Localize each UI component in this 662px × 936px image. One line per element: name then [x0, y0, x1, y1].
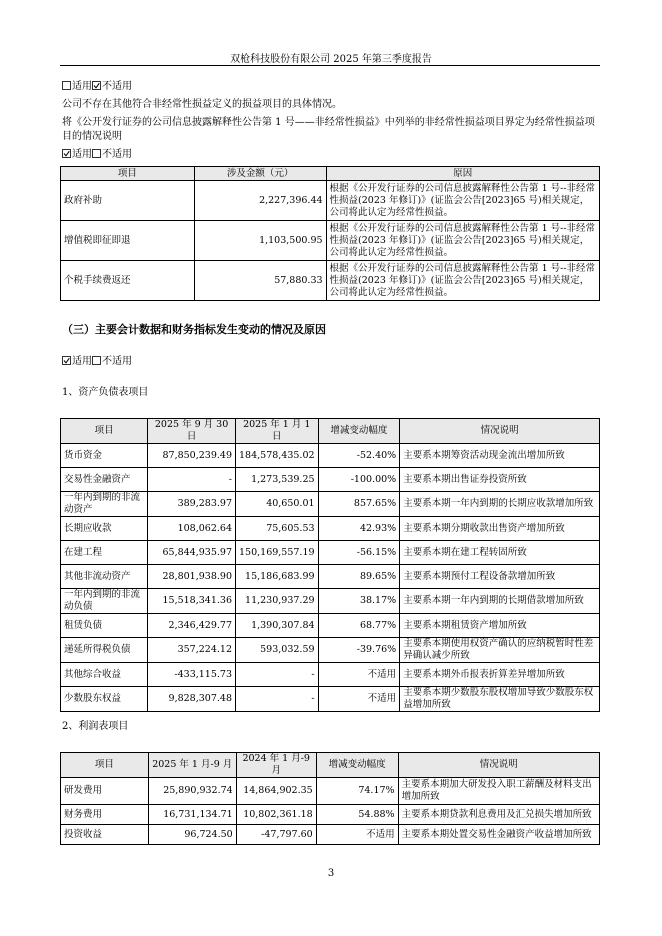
- table2-cell-change: 42.93%: [318, 517, 400, 541]
- table-row: [61, 261, 600, 301]
- table3-cell-v2: 10,802,361.18: [236, 805, 316, 825]
- table-row: [61, 444, 600, 468]
- table2-cell-note: 主要系本期在建工程转固所致: [400, 541, 600, 565]
- table3-header-period1: 2025 年 1 月-9 月: [148, 753, 236, 778]
- table2-cell-item: 交易性金融资产: [61, 468, 148, 492]
- table2-header-change: 增减变动幅度: [318, 419, 400, 444]
- table2-cell-note: 主要系本期少数股东股权增加导致少数股东权益增加所致: [400, 687, 600, 712]
- table2-cell-v2: 15,186,683.99: [236, 565, 319, 589]
- checkbox-line-2: [62, 148, 132, 162]
- table2-cell-note: 主要系本期预付工程设备款增加所致: [400, 565, 600, 589]
- table2-cell-change: -52.40%: [318, 444, 400, 468]
- table2-cell-item: 租赁负债: [61, 614, 148, 638]
- table3-header-note: 情况说明: [398, 753, 599, 778]
- subsection-title-income: 2、利润表项目: [62, 721, 129, 732]
- table-row: [61, 221, 600, 261]
- table2-cell-v2: 593,032.59: [236, 638, 319, 663]
- unchecked-box-icon: [92, 356, 101, 365]
- table1-cell-reason: 根据《公开发行证券的公司信息披露解释性公告第 1 号--非经常性损益(2023 年修订)》(证监会公告[2023]65 号)相关规定，公司将此认定为经常性损益。: [326, 181, 599, 221]
- table2-cell-item: 其他综合收益: [61, 663, 148, 687]
- header-rule: [60, 65, 600, 66]
- table2-cell-v2: -: [236, 687, 319, 712]
- not-applicable-label: 不适用: [102, 81, 132, 92]
- table2-cell-change: 68.77%: [318, 614, 400, 638]
- table2-cell-note: 主要系本期一年内到期的长期应收款增加所致: [400, 492, 600, 517]
- section-heading: （三）主要会计数据和财务指标发生变动的情况及原因: [62, 323, 326, 336]
- table1-cell-reason: 根据《公开发行证券的公司信息披露解释性公告第 1 号--非经常性损益(2023 年修订)》(证监会公告[2023]65 号)相关规定，公司将此认定为经常性损益。: [326, 221, 599, 261]
- applicable-label: 适用: [72, 81, 92, 92]
- table3-cell-change: 54.88%: [316, 805, 398, 825]
- table2-cell-note: 主要系本期筹资活动现金流出增加所致: [400, 444, 600, 468]
- subsection-title-balance: 1、资产负债表项目: [62, 387, 149, 398]
- table-row: [61, 638, 600, 663]
- table2-cell-note: 主要系本期出售证券投资所致: [400, 468, 600, 492]
- table2-cell-v1: 2,346,429.77: [148, 614, 236, 638]
- table3-cell-v1: 16,731,134.71: [148, 805, 236, 825]
- table-row: [61, 541, 600, 565]
- table2-cell-note: 主要系本期使用权资产确认的应纳税暂时性差异确认减少所致: [400, 638, 600, 663]
- unchecked-box-icon: [92, 149, 101, 158]
- table1-cell-reason: 根据《公开发行证券的公司信息披露解释性公告第 1 号--非经常性损益(2023 年修订)》(证监会公告[2023]65 号)相关规定，公司将此认定为经常性损益。: [326, 261, 599, 301]
- table2-cell-v2: 1,390,307.84: [236, 614, 319, 638]
- table1-cell-item: 个税手续费返还: [61, 261, 195, 301]
- table-row: [61, 614, 600, 638]
- table2-header-note: 情况说明: [400, 419, 600, 444]
- unchecked-box-icon: [62, 81, 71, 90]
- table2-cell-v2: 75,605.53: [236, 517, 319, 541]
- table3-cell-item: 财务费用: [61, 805, 149, 825]
- table3-cell-item: 投资收益: [61, 825, 149, 845]
- paragraph-text-1: 公司不存在其他符合非经常性损益定义的损益项目的具体情况。: [62, 99, 342, 110]
- table3-cell-change: 不适用: [316, 825, 398, 845]
- table2-cell-item: 在建工程: [61, 541, 148, 565]
- table1-cell-item: 政府补助: [61, 181, 195, 221]
- table3-header-period2: 2024 年 1 月-9 月: [236, 753, 316, 778]
- table3-cell-item: 研发费用: [61, 778, 149, 805]
- table-row: [61, 468, 600, 492]
- table2-cell-change: 857.65%: [318, 492, 400, 517]
- table-row: [61, 181, 600, 221]
- table2-cell-v1: -: [148, 468, 236, 492]
- table2-cell-v1: 357,224.12: [148, 638, 236, 663]
- table3-cell-v1: 96,724.50: [148, 825, 236, 845]
- table3-cell-note: 主要系本期加大研发投入职工薪酬及材料支出增加所致: [398, 778, 599, 805]
- table1-header-item: 项目: [61, 167, 195, 181]
- table2-cell-change: 38.17%: [318, 589, 400, 614]
- table2-cell-change: -100.00%: [318, 468, 400, 492]
- table2-cell-change: 89.65%: [318, 565, 400, 589]
- table3-header-change: 增减变动幅度: [316, 753, 398, 778]
- table3-cell-v2: -47,797.60: [236, 825, 316, 845]
- table3-cell-v2: 14,864,902.35: [236, 778, 316, 805]
- page-number: 3: [327, 868, 335, 879]
- table2-cell-v1: 108,062.64: [148, 517, 236, 541]
- checkbox-line-3: [62, 355, 132, 369]
- balance-sheet-table: [60, 418, 600, 712]
- applicable-label: 适用: [72, 149, 92, 160]
- applicable-label: 适用: [72, 356, 92, 367]
- table2-cell-v2: 1,273,539.25: [236, 468, 319, 492]
- table3-cell-note: 主要系本期贷款利息费用及汇兑损失增加所致: [398, 805, 599, 825]
- table2-cell-v1: -433,115.73: [148, 663, 236, 687]
- table2-cell-v2: 184,578,435.02: [236, 444, 319, 468]
- table2-cell-v1: 87,850,239.49: [148, 444, 236, 468]
- table2-cell-v2: 40,650.01: [236, 492, 319, 517]
- table1-cell-amount: 57,880.33: [194, 261, 326, 301]
- table2-cell-item: 货币资金: [61, 444, 148, 468]
- table1-cell-item: 增值税即征即退: [61, 221, 195, 261]
- table2-cell-change: -56.15%: [318, 541, 400, 565]
- table-row: [61, 589, 600, 614]
- table-row: [61, 565, 600, 589]
- table2-cell-note: 主要系本期分期收款出售资产增加所致: [400, 517, 600, 541]
- table2-header-item: 项目: [61, 419, 148, 444]
- checked-box-icon: [62, 356, 71, 365]
- table1-header-amount: 涉及金额（元）: [194, 167, 326, 181]
- table-row: [61, 825, 600, 845]
- table3-cell-change: 74.17%: [316, 778, 398, 805]
- not-applicable-label: 不适用: [102, 356, 132, 367]
- table2-cell-v1: 9,828,307.48: [148, 687, 236, 712]
- table2-cell-v1: 15,518,341.36: [148, 589, 236, 614]
- table2-cell-item: 一年内到期的非流动资产: [61, 492, 148, 517]
- table2-header-date1: 2025 年 9 月 30 日: [148, 419, 236, 444]
- table3-cell-note: 主要系本期处置交易性金融资产收益增加所致: [398, 825, 599, 845]
- table2-cell-change: -39.76%: [318, 638, 400, 663]
- income-statement-table: [60, 752, 600, 845]
- table3-cell-v1: 25,890,932.74: [148, 778, 236, 805]
- table2-cell-item: 长期应收款: [61, 517, 148, 541]
- table2-cell-note: 主要系本期一年内到期的长期借款增加所致: [400, 589, 600, 614]
- table1-header-reason: 原因: [326, 167, 599, 181]
- table-row: [61, 492, 600, 517]
- table2-cell-v2: 150,169,557.19: [236, 541, 319, 565]
- table2-cell-v2: -: [236, 663, 319, 687]
- nonrecurring-items-table: [60, 166, 600, 301]
- paragraph-text-2: 将《公开发行证券的公司信息披露解释性公告第 1 号——非经常性损益》中列举的非经常性损益项目界定为经常性损益项目的情况说明: [62, 117, 595, 142]
- table2-cell-change: 不适用: [318, 687, 400, 712]
- checkbox-line-1: [62, 80, 132, 94]
- checked-box-icon: [92, 81, 101, 90]
- table2-cell-note: 主要系本期外币报表折算差异增加所致: [400, 663, 600, 687]
- table1-cell-amount: 2,227,396.44: [194, 181, 326, 221]
- table2-cell-v1: 389,283.97: [148, 492, 236, 517]
- table2-cell-v1: 28,801,938.90: [148, 565, 236, 589]
- table2-cell-note: 主要系本期租赁资产增加所致: [400, 614, 600, 638]
- table2-cell-item: 少数股东权益: [61, 687, 148, 712]
- page-header: 双枪科技股份有限公司 2025 年第三季度报告: [230, 54, 432, 65]
- table2-cell-item: 一年内到期的非流动负债: [61, 589, 148, 614]
- table3-header-item: 项目: [61, 753, 149, 778]
- table-row: [61, 663, 600, 687]
- not-applicable-label: 不适用: [102, 149, 132, 160]
- table2-cell-v2: 11,230,937.29: [236, 589, 319, 614]
- checked-box-icon: [62, 149, 71, 158]
- table2-cell-item: 其他非流动资产: [61, 565, 148, 589]
- table2-cell-v1: 65,844,935.97: [148, 541, 236, 565]
- table2-cell-item: 递延所得税负债: [61, 638, 148, 663]
- table1-cell-amount: 1,103,500.95: [194, 221, 326, 261]
- table2-header-date2: 2025 年 1 月 1 日: [236, 419, 319, 444]
- table-row: [61, 778, 600, 805]
- table-row: [61, 687, 600, 712]
- table-row: [61, 805, 600, 825]
- table2-cell-change: 不适用: [318, 663, 400, 687]
- table-row: [61, 517, 600, 541]
